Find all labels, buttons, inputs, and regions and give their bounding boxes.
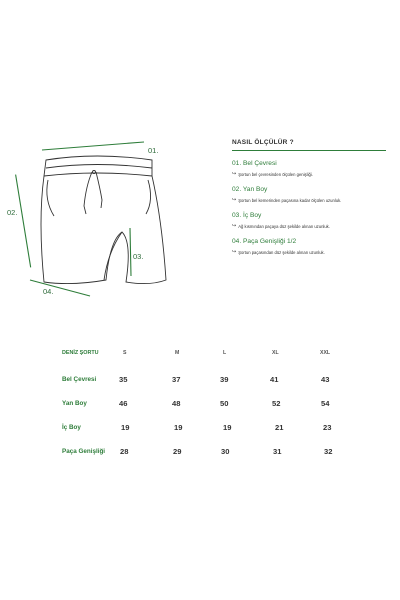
size-table — [60, 346, 360, 464]
size-header-l: L — [223, 350, 227, 356]
waist-measure-line — [42, 142, 144, 150]
size-header-s: S — [123, 350, 127, 356]
guide-item-desc — [232, 249, 392, 255]
row-value: 19 — [174, 423, 183, 432]
table-row — [60, 398, 360, 416]
inseam-measure-line — [130, 228, 131, 276]
row-value: 48 — [172, 399, 181, 408]
shorts-outline — [41, 156, 166, 284]
guide-item-heading: 02. Yan Boy — [232, 186, 268, 193]
guide-title: NASIL ÖLÇÜLÜR ? — [232, 139, 294, 146]
measure-label-01: 01. — [148, 146, 159, 155]
measure-label-04: 04. — [43, 287, 54, 296]
guide-item-desc-text: Şortun bel çevresinden ölçülen genişliği. — [238, 171, 313, 177]
guide-item — [232, 186, 392, 203]
side-length-measure-line — [16, 174, 31, 267]
size-header-xl: XL — [272, 350, 279, 356]
guide-item — [232, 238, 392, 255]
guide-title-rule — [232, 150, 386, 151]
row-value: 30 — [221, 447, 230, 456]
row-name: İç Boy — [62, 424, 81, 431]
guide-item-desc-text: Şortun bel kemerinden paçasına kadar ölçülen uzunluk. — [238, 197, 342, 203]
row-value: 28 — [120, 447, 129, 456]
row-value: 35 — [119, 375, 128, 384]
guide-item-desc — [232, 223, 392, 229]
guide-item-desc-text: Ağ kısmından paçaya düz şekilde alınan uzunluk. — [238, 223, 330, 229]
table-row — [60, 374, 360, 392]
table-title: DENİZ ŞORTU — [62, 350, 99, 356]
return-arrow-icon: ↪ — [232, 223, 237, 229]
guide-item — [232, 212, 392, 229]
guide-item — [232, 160, 392, 177]
leg-opening-measure-line — [30, 280, 90, 296]
guide-item-heading: 04. Paça Genişliği 1/2 — [232, 238, 297, 245]
row-value: 39 — [220, 375, 229, 384]
row-value: 23 — [323, 423, 332, 432]
row-value: 32 — [324, 447, 333, 456]
row-value: 52 — [272, 399, 281, 408]
table-row — [60, 446, 360, 464]
row-value: 46 — [119, 399, 128, 408]
guide-item-desc — [232, 171, 392, 177]
size-header-xxl: XXL — [320, 350, 331, 356]
row-value: 19 — [223, 423, 232, 432]
size-table-header — [60, 346, 360, 362]
table-row — [60, 422, 360, 440]
measurement-guide — [232, 139, 392, 255]
row-name: Bel Çevresi — [62, 376, 97, 383]
size-header-m: M — [175, 350, 180, 356]
return-arrow-icon: ↪ — [232, 171, 237, 177]
row-value: 54 — [321, 399, 330, 408]
row-value: 41 — [270, 375, 279, 384]
measure-label-03: 03. — [133, 252, 144, 261]
row-name: Yan Boy — [62, 400, 87, 407]
row-value: 21 — [275, 423, 284, 432]
row-value: 19 — [121, 423, 130, 432]
row-value: 50 — [220, 399, 229, 408]
return-arrow-icon: ↪ — [232, 197, 237, 203]
guide-item-heading: 03. İç Boy — [232, 212, 262, 219]
return-arrow-icon: ↪ — [232, 249, 237, 255]
measure-label-02: 02. — [7, 208, 18, 217]
guide-item-desc — [232, 197, 392, 203]
guide-item-desc-text: Şortun paçasından düz şekilde alınan uzunluk. — [238, 249, 325, 255]
row-value: 37 — [172, 375, 181, 384]
row-value: 43 — [321, 375, 330, 384]
row-name: Paça Genişliği — [62, 448, 106, 455]
row-value: 31 — [273, 447, 282, 456]
guide-item-heading: 01. Bel Çevresi — [232, 160, 277, 167]
row-value: 29 — [173, 447, 182, 456]
